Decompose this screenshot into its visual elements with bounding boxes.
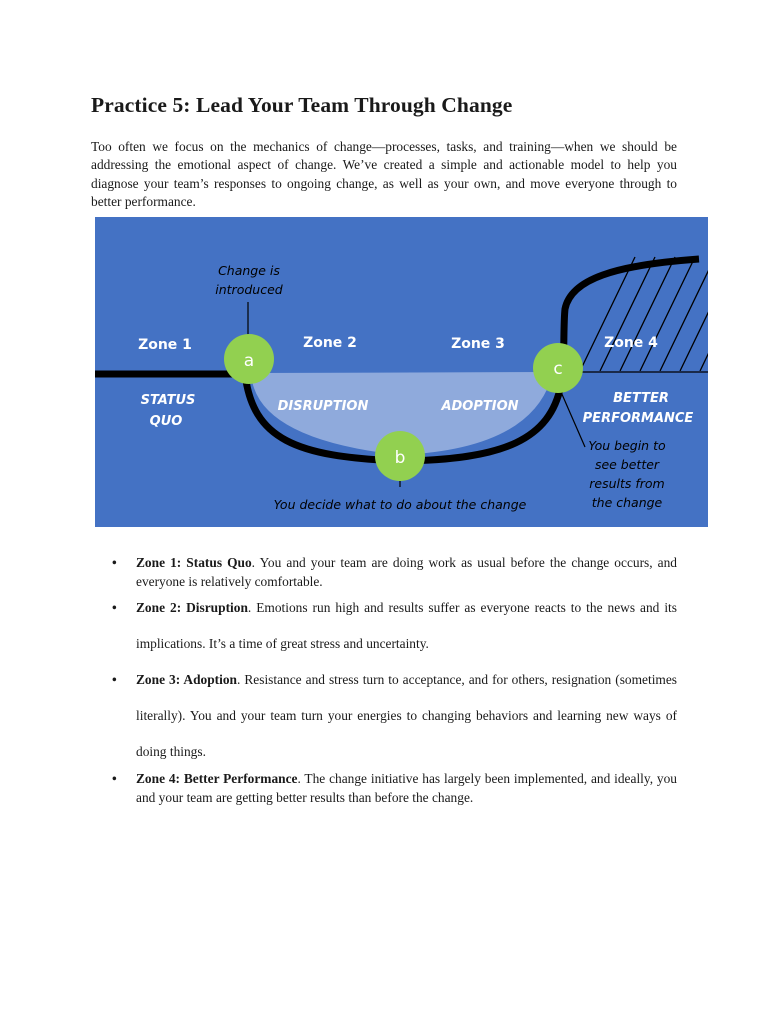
zone2-label: Zone 2 — [303, 335, 357, 351]
callout-decide: You decide what to do about the change — [273, 497, 527, 512]
zone3-description: . Resistance and stress turn to acceptance, and for others, resignation (sometimes literally). You and your team turn your energies to changing behaviors and learning new ways of doing things. — [136, 672, 677, 759]
zone1-term: Zone 1: Status Quo — [136, 555, 252, 570]
marker-c — [533, 343, 583, 393]
zone1-name-line1: STATUS — [140, 393, 196, 408]
zone4-description: . The change initiative has largely been implemented, and ideally, you and your team are getting better results than before the change. — [136, 771, 677, 805]
bullet-icon: • — [112, 555, 117, 570]
list-item — [112, 662, 677, 770]
marker-a — [224, 334, 274, 384]
callout-results-line4: the change — [591, 495, 663, 510]
callout-results-line1: You begin to — [588, 438, 666, 453]
zone3-term: Zone 3: Adoption — [136, 672, 238, 687]
bullet-icon: • — [112, 672, 117, 687]
list-item — [112, 554, 677, 591]
callout-change-introduced-line1: Change is — [218, 263, 280, 278]
change-zones-diagram — [95, 217, 708, 527]
zone1-description: . You and your team are doing work as usual before the change occurs, and everyone is relatively comfortable. — [136, 555, 678, 589]
marker-b — [375, 431, 425, 481]
list-item — [112, 590, 677, 662]
callout-change-introduced-line2: introduced — [215, 282, 283, 297]
page-title: Practice 5: Lead Your Team Through Change — [91, 93, 513, 117]
list-item — [112, 770, 677, 807]
zone3-label: Zone 3 — [451, 336, 505, 352]
intro-paragraph: Too often we focus on the mechanics of change—processes, tasks, and training—when we should be addressing the emotional aspect of change. We’ve created a simple and actionable model to help you diagnose your team’s responses to ongoing change, as well as your own, and move everyone through to better performance. — [91, 139, 677, 209]
zone2-description: . Emotions run high and results suffer as everyone reacts to the news and its implications. It’s a time of great stress and uncertainty. — [136, 600, 677, 651]
marker-a-label: a — [243, 351, 255, 371]
bullet-icon: • — [112, 771, 117, 786]
bullet-icon: • — [112, 600, 117, 615]
zone2-term: Zone 2: Disruption — [136, 600, 248, 615]
zone1-name-line2: QUO — [149, 414, 183, 429]
zone-list — [112, 554, 677, 807]
zone4-name-line1: BETTER — [613, 391, 669, 406]
zone2-name: DISRUPTION — [277, 399, 369, 414]
zone3-name: ADOPTION — [441, 399, 519, 414]
callout-results-line2: see better — [594, 457, 660, 472]
zone1-label: Zone 1 — [138, 337, 192, 353]
zone4-name-line2: PERFORMANCE — [582, 411, 694, 426]
zone4-label: Zone 4 — [604, 335, 658, 351]
callout-results-line3: results from — [589, 476, 665, 491]
marker-b-label: b — [394, 448, 406, 468]
zone4-term: Zone 4: Better Performance — [136, 771, 298, 786]
marker-c-label: c — [553, 359, 563, 379]
